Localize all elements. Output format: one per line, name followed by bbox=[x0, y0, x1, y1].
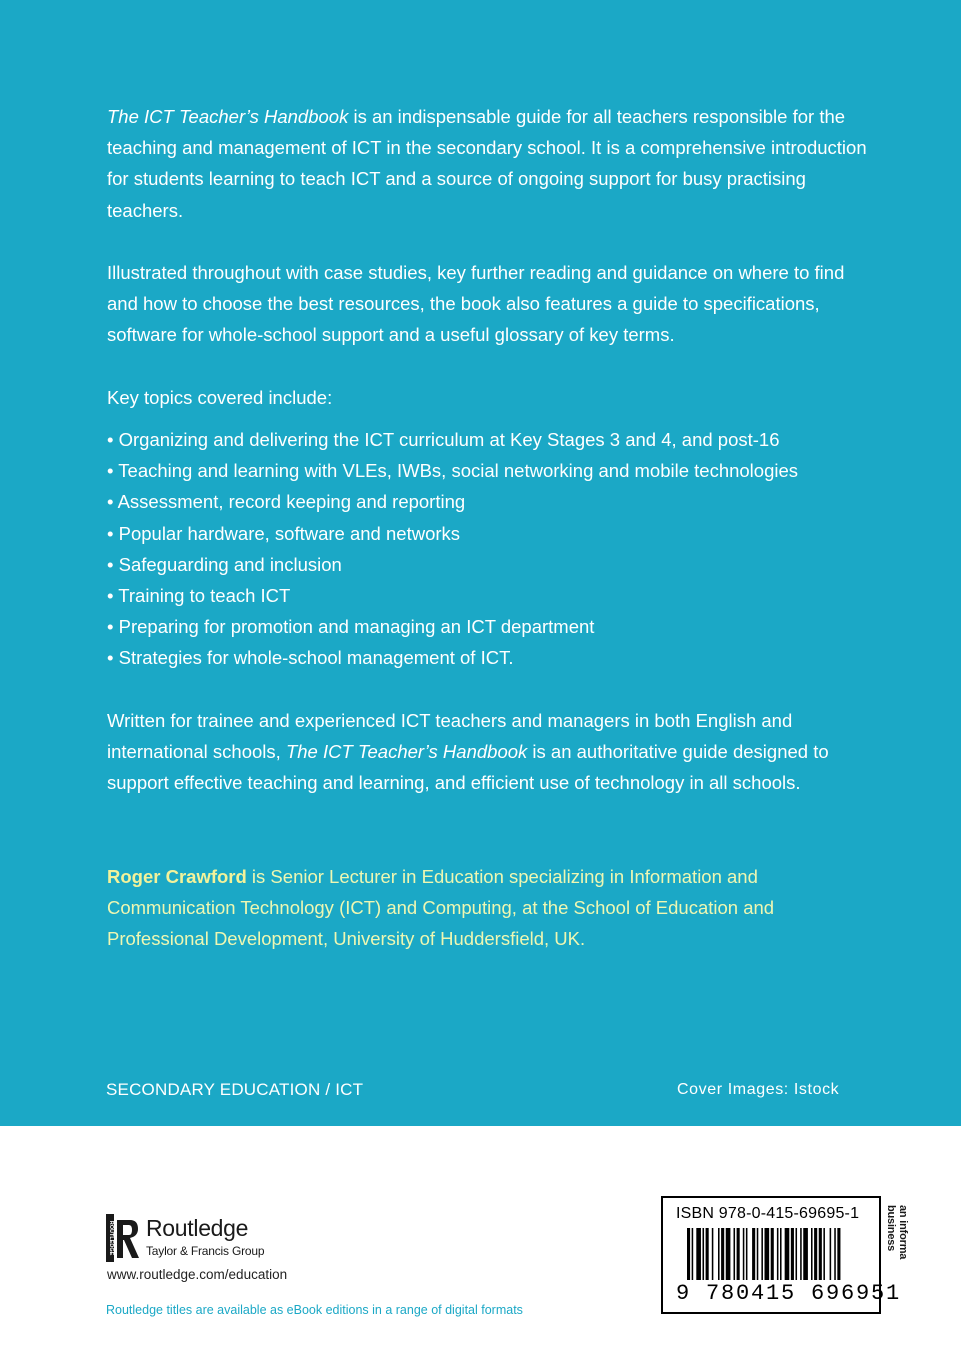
logo-vertical-text: ROUTLEDGE bbox=[108, 1220, 114, 1256]
barcode-bar bbox=[791, 1228, 794, 1280]
barcode-bar bbox=[726, 1228, 731, 1280]
barcode-bar bbox=[796, 1228, 798, 1280]
barcode-bar bbox=[712, 1228, 714, 1280]
barcode-bar bbox=[823, 1228, 825, 1280]
barcode-bar bbox=[814, 1228, 817, 1280]
barcode-bar bbox=[765, 1228, 770, 1280]
book-title-italic: The ICT Teacher’s Handbook bbox=[285, 741, 528, 763]
barcode-bar bbox=[785, 1228, 790, 1280]
barcode-bar bbox=[830, 1228, 832, 1280]
ean-digits: 9 780415 696951 bbox=[676, 1281, 902, 1306]
author-bio: is Senior Lecturer in Education specializing in Information and Communication Technology (ICT) and Computing, at the School of Education and Professional Development, University of Huddersfield, UK. bbox=[107, 866, 775, 950]
publisher-group: Taylor & Francis Group bbox=[146, 1244, 265, 1258]
topic-item: • Teaching and learning with VLEs, IWBs, social networking and mobile technologies bbox=[107, 460, 799, 482]
author-name: Roger Crawford bbox=[107, 866, 247, 887]
barcode-bar bbox=[780, 1228, 782, 1280]
informa-tagline: an informa business bbox=[885, 1205, 909, 1260]
barcode-bar bbox=[737, 1228, 740, 1280]
barcode-bar bbox=[761, 1228, 763, 1280]
audience-text-a: Written for trainee and experienced ICT teachers and managers in both English and international schools, bbox=[107, 710, 793, 763]
barcode-bar bbox=[721, 1228, 724, 1280]
barcode-bar bbox=[771, 1228, 774, 1280]
barcode-bar bbox=[696, 1228, 701, 1280]
subject-category: SECONDARY EDUCATION / ICT bbox=[106, 1080, 364, 1099]
intro-paragraph bbox=[107, 101, 867, 226]
barcode-bar bbox=[837, 1228, 840, 1280]
topics-heading: Key topics covered include: bbox=[107, 387, 333, 408]
barcode-bar bbox=[687, 1228, 690, 1280]
barcode-bar bbox=[718, 1228, 720, 1280]
author-bio-paragraph bbox=[107, 861, 867, 955]
barcode-bar bbox=[706, 1228, 709, 1280]
barcode-bar bbox=[811, 1228, 813, 1280]
barcode-bars bbox=[675, 1228, 865, 1288]
publisher-name: Routledge bbox=[146, 1215, 249, 1241]
barcode-bar bbox=[803, 1228, 808, 1280]
audience-paragraph bbox=[107, 705, 867, 799]
barcode-bar bbox=[800, 1228, 802, 1280]
barcode-bar bbox=[819, 1228, 822, 1280]
topic-item: • Organizing and delivering the ICT curriculum at Key Stages 3 and 4, and post-16 bbox=[107, 429, 780, 450]
topic-item: • Training to teach ICT bbox=[107, 585, 291, 607]
barcode-bar bbox=[752, 1228, 755, 1280]
book-title-italic: The ICT Teacher’s Handbook bbox=[107, 106, 349, 127]
barcode-bar bbox=[703, 1228, 705, 1280]
barcode-bar bbox=[777, 1228, 779, 1280]
ebook-note: Routledge titles are available as eBook editions in a range of digital formats bbox=[106, 1303, 523, 1317]
barcode-bar bbox=[692, 1228, 694, 1280]
topic-item: • Assessment, record keeping and reporting bbox=[107, 491, 466, 513]
routledge-logo-icon bbox=[106, 1214, 140, 1262]
publisher-website[interactable]: www.routledge.com/education bbox=[107, 1267, 288, 1282]
barcode-bar bbox=[743, 1228, 745, 1280]
topic-item: • Popular hardware, software and networks bbox=[107, 522, 461, 544]
cover-image-credit: Cover Images: Istock bbox=[677, 1081, 840, 1098]
topic-item: • Safeguarding and inclusion bbox=[107, 553, 342, 575]
barcode-bar bbox=[746, 1228, 748, 1280]
intro-text: is an indispensable guide for all teachers responsible for the teaching and management of ICT in the secondary school. It is a comprehensive introduction for students learning to teach ICT and a source of ongoing support for busy practising teachers. bbox=[107, 106, 867, 221]
barcode-bar bbox=[734, 1228, 736, 1280]
topic-item: • Strategies for whole-school management of ICT. bbox=[107, 647, 514, 669]
barcode-bar bbox=[834, 1228, 836, 1280]
isbn-label: ISBN 978-0-415-69695-1 bbox=[676, 1205, 860, 1222]
audience-text-b: is an authoritative guide designed to support effective teaching and learning, and efficient use of technology in all schools. bbox=[107, 741, 829, 794]
features-paragraph: Illustrated throughout with case studies, key further reading and guidance on where to find and how to choose the best resources, the book also features a guide to specifications, software for whole-school support and a useful glossary of key terms. bbox=[107, 262, 845, 346]
barcode-bar bbox=[757, 1228, 759, 1280]
topic-item: • Preparing for promotion and managing an ICT department bbox=[107, 616, 595, 638]
topics-list bbox=[107, 424, 887, 674]
